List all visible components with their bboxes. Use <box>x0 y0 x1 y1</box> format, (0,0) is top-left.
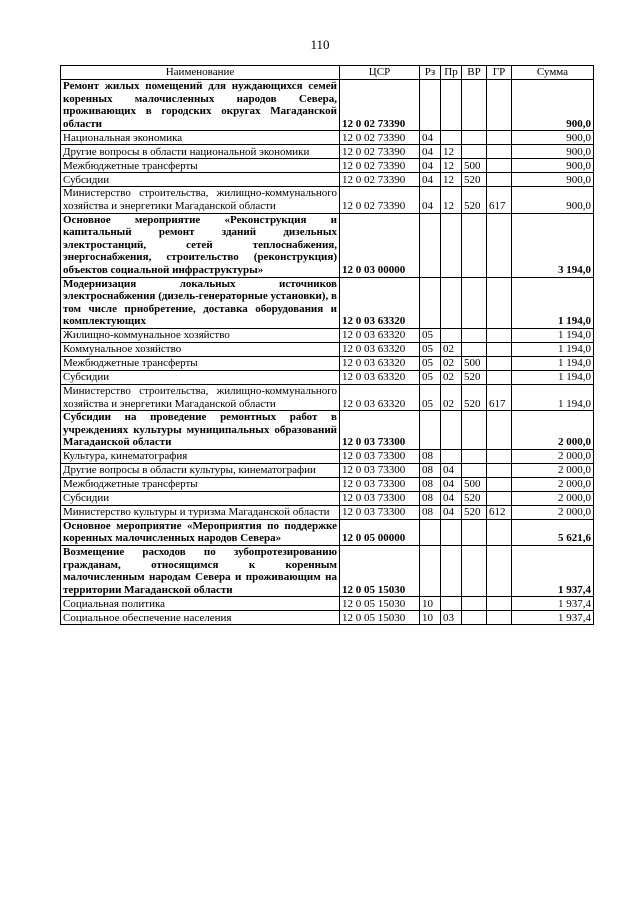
table-body <box>61 80 594 625</box>
cell-csr: 12 0 03 63320 <box>340 370 420 384</box>
cell-csr: 12 0 03 73300 <box>340 491 420 505</box>
cell-name: Социальное обеспечение населения <box>61 611 340 625</box>
cell-name: Другие вопросы в области культуры, кинематографии <box>61 463 340 477</box>
cell-gr <box>487 491 512 505</box>
cell-csr: 12 0 03 73300 <box>340 449 420 463</box>
cell-rz: 05 <box>420 370 441 384</box>
cell-pr: 12 <box>441 159 462 173</box>
cell-name: Межбюджетные трансферты <box>61 356 340 370</box>
cell-pr: 02 <box>441 384 462 410</box>
table-row <box>61 505 594 519</box>
cell-rz: 08 <box>420 449 441 463</box>
cell-csr: 12 0 05 15030 <box>340 546 420 597</box>
cell-rz: 08 <box>420 491 441 505</box>
cell-sum: 2 000,0 <box>512 449 594 463</box>
cell-name: Модернизация локальных источников электроснабжения (дизель-генераторные установки), в том числе приобретение, доставка оборудования и комплектующих <box>61 277 340 328</box>
header-vr: ВР <box>462 66 487 80</box>
cell-rz: 04 <box>420 145 441 159</box>
table-header-row <box>61 66 594 80</box>
cell-name: Субсидии на проведение ремонтных работ в учреждениях культуры муниципальных образований Магаданской области <box>61 411 340 450</box>
cell-sum: 900,0 <box>512 173 594 187</box>
cell-sum: 1 937,4 <box>512 546 594 597</box>
cell-pr <box>441 80 462 131</box>
cell-name: Основное мероприятие «Реконструкция и капитальный ремонт зданий дизельных электростанций, сетей теплоснабжения, энергоснабжения, строительство (реконструкция) объектов социальной инфраструктуры» <box>61 213 340 277</box>
table-row <box>61 213 594 277</box>
table-row <box>61 546 594 597</box>
cell-rz <box>420 213 441 277</box>
cell-name: Другие вопросы в области национальной экономики <box>61 145 340 159</box>
cell-name: Межбюджетные трансферты <box>61 477 340 491</box>
table-row <box>61 597 594 611</box>
cell-rz <box>420 546 441 597</box>
header-pr: Пр <box>441 66 462 80</box>
cell-sum: 900,0 <box>512 145 594 159</box>
cell-pr: 12 <box>441 173 462 187</box>
header-sum: Сумма <box>512 66 594 80</box>
cell-vr <box>462 411 487 450</box>
table-row <box>61 519 594 545</box>
cell-csr: 12 0 03 73300 <box>340 505 420 519</box>
cell-gr <box>487 463 512 477</box>
table-row <box>61 328 594 342</box>
cell-csr: 12 0 05 00000 <box>340 519 420 545</box>
cell-rz: 08 <box>420 477 441 491</box>
cell-sum: 900,0 <box>512 187 594 213</box>
cell-sum: 1 937,4 <box>512 611 594 625</box>
cell-vr <box>462 131 487 145</box>
cell-pr <box>441 131 462 145</box>
cell-vr <box>462 213 487 277</box>
cell-pr <box>441 546 462 597</box>
cell-vr <box>462 463 487 477</box>
cell-rz: 05 <box>420 384 441 410</box>
cell-csr: 12 0 05 15030 <box>340 597 420 611</box>
cell-rz: 10 <box>420 597 441 611</box>
cell-pr: 04 <box>441 463 462 477</box>
cell-sum: 1 194,0 <box>512 342 594 356</box>
cell-name: Коммунальное хозяйство <box>61 342 340 356</box>
cell-name: Жилищно-коммунальное хозяйство <box>61 328 340 342</box>
cell-sum: 2 000,0 <box>512 463 594 477</box>
cell-vr: 520 <box>462 370 487 384</box>
cell-gr <box>487 449 512 463</box>
table-row <box>61 356 594 370</box>
table-row <box>61 463 594 477</box>
cell-sum: 900,0 <box>512 159 594 173</box>
cell-sum: 1 194,0 <box>512 356 594 370</box>
cell-rz: 04 <box>420 159 441 173</box>
table-row <box>61 80 594 131</box>
cell-csr: 12 0 02 73390 <box>340 145 420 159</box>
cell-gr <box>487 611 512 625</box>
cell-pr <box>441 213 462 277</box>
table-row <box>61 145 594 159</box>
cell-vr <box>462 277 487 328</box>
cell-gr <box>487 342 512 356</box>
cell-vr <box>462 546 487 597</box>
cell-gr <box>487 159 512 173</box>
cell-name: Социальная политика <box>61 597 340 611</box>
cell-pr <box>441 597 462 611</box>
cell-vr: 500 <box>462 356 487 370</box>
cell-pr: 12 <box>441 187 462 213</box>
cell-pr <box>441 328 462 342</box>
budget-table <box>60 65 594 625</box>
cell-gr <box>487 356 512 370</box>
cell-name: Субсидии <box>61 173 340 187</box>
header-name: Наименование <box>61 66 340 80</box>
cell-sum: 1 937,4 <box>512 597 594 611</box>
cell-pr <box>441 411 462 450</box>
table-row <box>61 131 594 145</box>
cell-vr <box>462 449 487 463</box>
cell-csr: 12 0 03 73300 <box>340 463 420 477</box>
cell-name: Субсидии <box>61 491 340 505</box>
cell-vr <box>462 328 487 342</box>
cell-pr: 04 <box>441 491 462 505</box>
table-row <box>61 159 594 173</box>
cell-sum: 1 194,0 <box>512 277 594 328</box>
table-row <box>61 342 594 356</box>
table-row <box>61 384 594 410</box>
table-row <box>61 477 594 491</box>
table-row <box>61 187 594 213</box>
table-row <box>61 611 594 625</box>
cell-csr: 12 0 02 73390 <box>340 159 420 173</box>
cell-gr <box>487 173 512 187</box>
cell-name: Культура, кинематография <box>61 449 340 463</box>
cell-gr <box>487 145 512 159</box>
cell-sum: 2 000,0 <box>512 477 594 491</box>
cell-rz: 04 <box>420 131 441 145</box>
cell-sum: 5 621,6 <box>512 519 594 545</box>
cell-gr: 617 <box>487 384 512 410</box>
cell-rz: 04 <box>420 187 441 213</box>
cell-pr <box>441 519 462 545</box>
cell-rz <box>420 519 441 545</box>
cell-gr: 617 <box>487 187 512 213</box>
cell-name: Национальная экономика <box>61 131 340 145</box>
cell-gr <box>487 80 512 131</box>
cell-rz <box>420 80 441 131</box>
cell-vr <box>462 145 487 159</box>
cell-name: Министерство культуры и туризма Магаданской области <box>61 505 340 519</box>
cell-pr <box>441 277 462 328</box>
cell-csr: 12 0 03 00000 <box>340 213 420 277</box>
cell-csr: 12 0 05 15030 <box>340 611 420 625</box>
cell-vr: 520 <box>462 187 487 213</box>
cell-vr: 500 <box>462 477 487 491</box>
cell-gr <box>487 370 512 384</box>
cell-sum: 900,0 <box>512 131 594 145</box>
cell-name: Возмещение расходов по зубопротезированию гражданам, относящимся к коренным малочисленным народам Севера и проживающим на территории Магаданской области <box>61 546 340 597</box>
table-row <box>61 411 594 450</box>
cell-pr <box>441 449 462 463</box>
cell-csr: 12 0 03 63320 <box>340 342 420 356</box>
cell-sum: 1 194,0 <box>512 384 594 410</box>
cell-rz: 05 <box>420 356 441 370</box>
cell-name: Министерство строительства, жилищно-коммунального хозяйства и энергетики Магаданской области <box>61 187 340 213</box>
cell-name: Субсидии <box>61 370 340 384</box>
cell-rz: 04 <box>420 173 441 187</box>
cell-csr: 12 0 02 73390 <box>340 187 420 213</box>
cell-gr <box>487 213 512 277</box>
cell-gr <box>487 597 512 611</box>
cell-name: Ремонт жилых помещений для нуждающихся семей коренных малочисленных народов Севера, проживающих в городских округах Магаданской области <box>61 80 340 131</box>
cell-gr: 612 <box>487 505 512 519</box>
cell-name: Министерство строительства, жилищно-коммунального хозяйства и энергетики Магаданской области <box>61 384 340 410</box>
cell-gr <box>487 477 512 491</box>
cell-gr <box>487 131 512 145</box>
cell-rz: 08 <box>420 463 441 477</box>
cell-gr <box>487 519 512 545</box>
cell-csr: 12 0 02 73390 <box>340 80 420 131</box>
cell-vr <box>462 80 487 131</box>
cell-csr: 12 0 03 63320 <box>340 277 420 328</box>
cell-rz: 05 <box>420 342 441 356</box>
cell-csr: 12 0 03 63320 <box>340 356 420 370</box>
table-row <box>61 173 594 187</box>
cell-pr: 04 <box>441 477 462 491</box>
cell-csr: 12 0 02 73390 <box>340 131 420 145</box>
cell-pr: 02 <box>441 356 462 370</box>
cell-vr: 520 <box>462 505 487 519</box>
cell-pr: 02 <box>441 342 462 356</box>
cell-name: Основное мероприятие «Мероприятия по поддержке коренных малочисленных народов Севера» <box>61 519 340 545</box>
cell-sum: 2 000,0 <box>512 411 594 450</box>
cell-gr <box>487 277 512 328</box>
cell-rz: 05 <box>420 328 441 342</box>
cell-rz <box>420 411 441 450</box>
cell-sum: 1 194,0 <box>512 370 594 384</box>
cell-name: Межбюджетные трансферты <box>61 159 340 173</box>
cell-csr: 12 0 03 73300 <box>340 411 420 450</box>
cell-vr <box>462 611 487 625</box>
cell-sum: 2 000,0 <box>512 491 594 505</box>
header-rz: Рз <box>420 66 441 80</box>
cell-sum: 1 194,0 <box>512 328 594 342</box>
cell-gr <box>487 546 512 597</box>
table-row <box>61 277 594 328</box>
cell-gr <box>487 411 512 450</box>
cell-sum: 2 000,0 <box>512 505 594 519</box>
cell-rz <box>420 277 441 328</box>
cell-csr: 12 0 03 63320 <box>340 384 420 410</box>
cell-csr: 12 0 02 73390 <box>340 173 420 187</box>
cell-vr: 520 <box>462 384 487 410</box>
header-csr: ЦСР <box>340 66 420 80</box>
table-row <box>61 370 594 384</box>
cell-vr <box>462 342 487 356</box>
table-row <box>61 449 594 463</box>
cell-vr: 520 <box>462 491 487 505</box>
cell-pr: 02 <box>441 370 462 384</box>
cell-pr: 03 <box>441 611 462 625</box>
cell-gr <box>487 328 512 342</box>
cell-csr: 12 0 03 73300 <box>340 477 420 491</box>
cell-pr: 04 <box>441 505 462 519</box>
table-row <box>61 491 594 505</box>
cell-sum: 900,0 <box>512 80 594 131</box>
page-number: 110 <box>310 37 330 52</box>
cell-rz: 08 <box>420 505 441 519</box>
cell-vr: 520 <box>462 173 487 187</box>
cell-vr <box>462 597 487 611</box>
cell-vr <box>462 519 487 545</box>
cell-sum: 3 194,0 <box>512 213 594 277</box>
cell-rz: 10 <box>420 611 441 625</box>
header-gr: ГР <box>487 66 512 80</box>
cell-vr: 500 <box>462 159 487 173</box>
cell-pr: 12 <box>441 145 462 159</box>
cell-csr: 12 0 03 63320 <box>340 328 420 342</box>
